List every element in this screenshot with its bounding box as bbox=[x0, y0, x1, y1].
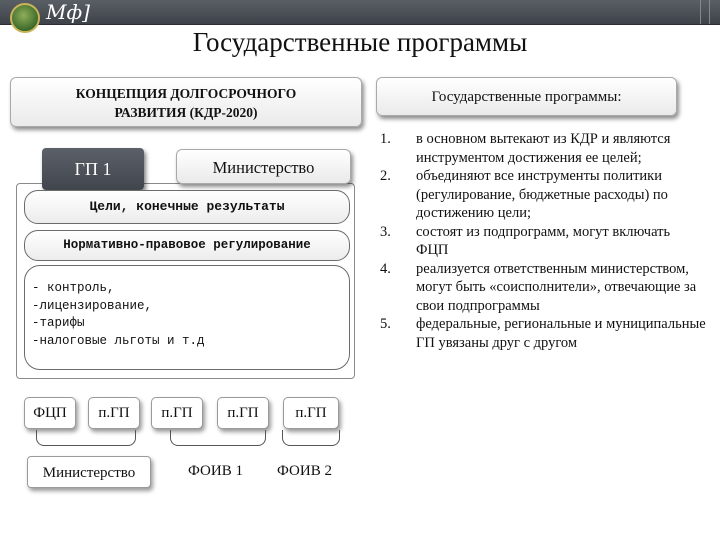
gp1-box: ГП 1 bbox=[42, 148, 144, 190]
gp-features-list bbox=[376, 130, 706, 352]
list-text: федеральные, региональные и муниципальные ГП увязаны друг с другом bbox=[416, 316, 706, 351]
list-number: 2. bbox=[380, 168, 391, 184]
window-corner-decoration bbox=[700, 0, 710, 24]
subprogram-pgp-4: п.ГП bbox=[283, 397, 339, 429]
goals-box: Цели, конечные результаты bbox=[24, 190, 350, 224]
list-item bbox=[376, 260, 706, 316]
tool-item: - контроль, bbox=[32, 281, 115, 295]
tool-item: -тарифы bbox=[32, 316, 85, 330]
list-item bbox=[376, 130, 706, 167]
list-text: объединяют все инструменты политики (регулирование, бюджетные расходы) по достижению цели; bbox=[416, 168, 668, 221]
list-text: состоят из подпрограмм, могут включать ФЦП bbox=[416, 223, 671, 258]
list-text: в основном вытекают из КДР и являются инструментом достижения ее целей; bbox=[416, 131, 671, 166]
top-bar bbox=[0, 0, 720, 25]
foiv2-label: ФОИВ 2 bbox=[277, 463, 332, 479]
kdr-box bbox=[10, 77, 362, 127]
ministry-box-top: Министерство bbox=[176, 149, 351, 184]
brace-foiv2 bbox=[282, 430, 340, 446]
kdr-line-2: РАЗВИТИЯ (КДР-2020) bbox=[114, 105, 258, 120]
page-title: Государственные программы bbox=[192, 27, 528, 57]
list-number: 3. bbox=[380, 223, 391, 240]
foiv1-label: ФОИВ 1 bbox=[188, 463, 243, 479]
list-text: реализуется ответственным министерством, могут быть «соисполнители», отвечающие за свои подпрограммы bbox=[416, 260, 697, 314]
logo-text: Мф] bbox=[46, 0, 90, 24]
subprogram-pgp-1: п.ГП bbox=[88, 397, 140, 429]
kdr-line-1: КОНЦЕПЦИЯ ДОЛГОСРОЧНОГО bbox=[75, 86, 297, 101]
brace-foiv1 bbox=[170, 430, 266, 446]
list-number: 4. bbox=[380, 260, 391, 277]
list-number: 5. bbox=[380, 316, 391, 332]
tool-item: -лицензирование, bbox=[32, 298, 153, 313]
list-item bbox=[376, 315, 706, 352]
list-item bbox=[376, 223, 706, 260]
tools-box bbox=[24, 265, 350, 370]
normative-box: Нормативно-правовое регулирование bbox=[24, 230, 350, 261]
subprogram-pgp-3: п.ГП bbox=[217, 397, 269, 429]
gp-heading-box: Государственные программы: bbox=[376, 77, 677, 116]
subprogram-pgp-2: п.ГП bbox=[151, 397, 203, 429]
brace-ministry bbox=[36, 430, 136, 446]
list-number: 1. bbox=[380, 131, 391, 147]
list-item bbox=[376, 167, 706, 223]
ministry-box-bottom: Министерство bbox=[27, 456, 151, 488]
subprogram-fcp: ФЦП bbox=[24, 397, 76, 429]
tool-item: -налоговые льготы и т.д bbox=[32, 333, 205, 348]
